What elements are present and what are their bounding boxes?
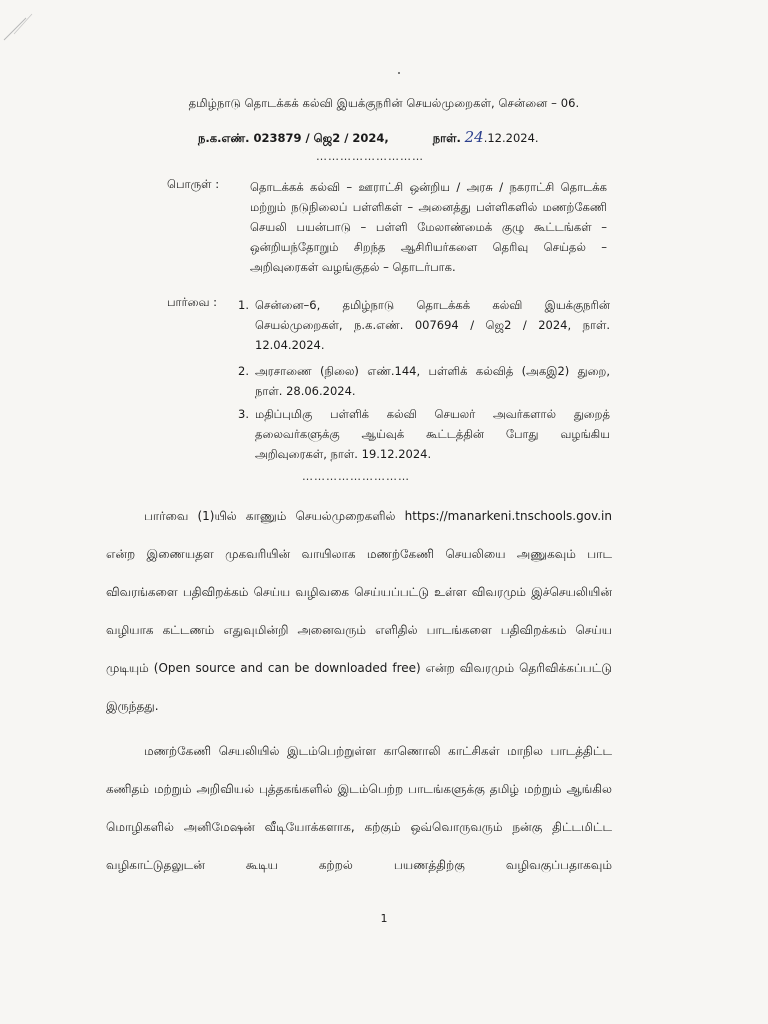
reference-text: மதிப்புமிகு பள்ளிக் கல்வி செயலர் அவர்களால் துறைத் தலைவர்களுக்கு ஆய்வுக் கூட்டத்தின் போது வழங்கிய அறிவுரைகள், நாள். 19.12.2024.	[255, 407, 610, 461]
handwritten-date-day: 24	[464, 128, 484, 146]
references-label: பார்வை :	[167, 295, 217, 309]
page-number: 1	[380, 912, 388, 925]
body-paragraph-2: மணற்கேணி செயலியில் இடம்பெற்றுள்ள காணொலி காட்சிகள் மாநில பாடத்திட்ட கணிதம் மற்றும் அறிவியல் புத்தகங்களில் இடம்பெற்ற பாடங்களுக்கு தமிழ் மற்றும் ஆங்கில மொழிகளில் அனிமேஷன் வீடியோக்களாக, கற்கும் ஒவ்வொருவரும் நன்கு திட்டமிட்ட வழிகாட்டுதலுடன் கூடிய கற்றல் பயணத்திற்கு வழிவகுப்பதாகவும்	[106, 744, 612, 872]
reference-number-marker: 3.	[238, 407, 249, 421]
reference-number-marker: 2.	[238, 364, 249, 378]
scan-dot	[398, 72, 400, 74]
scan-smudge-mark	[0, 0, 60, 50]
office-title: தமிழ்நாடு தொடக்கக் கல்வி இயக்குநரின் செயல்முறைகள், சென்னை – 06.	[188, 96, 580, 110]
reference-text: அரசாணை (நிலை) எண்.144, பள்ளிக் கல்வித் (அகஇ2) துறை, நாள். 28.06.2024.	[255, 364, 610, 398]
reference-text: சென்னை–6, தமிழ்நாடு தொடக்கக் கல்வி இயக்குநரின் செயல்முறைகள், ந.க.எண். 007694 / ஜெ2 / 2024, நாள். 12.04.2024.	[255, 298, 610, 352]
reference-number: ந.க.எண். 023879 / ஜெ2 / 2024,	[198, 131, 389, 145]
reference-number-marker: 1.	[238, 298, 249, 312]
date-month-year: .12.2024.	[483, 131, 539, 145]
date-label: நாள்.	[432, 131, 461, 145]
reference-date-line	[198, 128, 539, 147]
separator-bottom: ………………………	[302, 470, 410, 483]
subject-label: பொருள் :	[167, 177, 220, 191]
body-paragraph-1: பார்வை (1)யில் காணும் செயல்முறைகளில் https://manarkeni.tnschools.gov.in என்ற இணையதள முகவரியின் வாயிலாக மணற்கேணி செயலியை அணுகவும் பாட விவரங்களை பதிவிறக்கம் செய்ய வழிவகை செய்யப்பட்டு உள்ள விவரமும் இச்செயலியின் வழியாக கட்டணம் எதுவுமின்றி அனைவரும் எளிதில் பாடங்களை பதிவிறக்கம் செய்ய முடியும் (Open source and can be downloaded free) என்ற விவரமும் தெரிவிக்கப்பட்டு இருந்தது.	[106, 509, 612, 713]
separator-top: ………………………	[316, 150, 424, 163]
subject-text: தொடக்கக் கல்வி – ஊராட்சி ஒன்றிய / அரசு / நகராட்சி தொடக்க மற்றும் நடுநிலைப் பள்ளிகள் – அனைத்து பள்ளிகளில் மணற்கேணி செயலி பயன்பாடு – பள்ளி மேலாண்மைக் குழு கூட்டங்கள் – ஒன்றியந்தோறும் சிறந்த ஆசிரியர்களை தெரிவு செய்தல் – அறிவுரைகள் வழங்குதல் – தொடர்பாக.	[250, 180, 607, 274]
